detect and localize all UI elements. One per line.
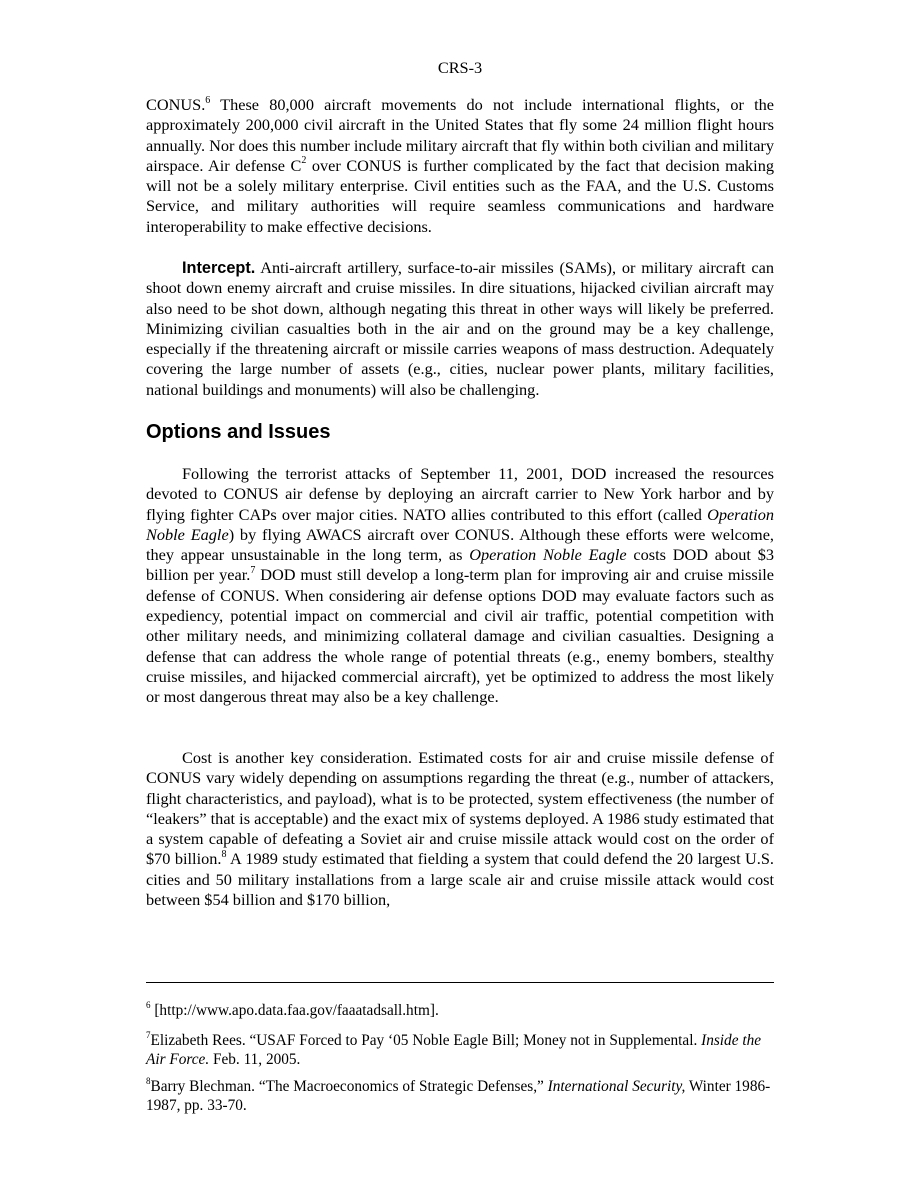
- footnote-divider: [146, 982, 774, 983]
- paragraph-text: Cost is another key consideration. Estimated costs for air and cruise missile defense of CONUS vary widely depending on assumptions regarding the threat (e.g., number of attackers, flight characteristics, and payload), what is to be protected, system effectiveness (the number of “leakers” that is acceptable) and the exact mix of systems deployed. A 1986 study estimated that a system capable of defeating a Soviet air and cruise missile attack would cost on the order of $70 billion.: [146, 748, 774, 869]
- paragraph-text: Anti-aircraft artillery, surface-to-air missiles (SAMs), or military aircraft can shoot down enemy aircraft and cruise missiles. In dire situations, hijacked civilian aircraft may also need to be shot down, although negating this threat in other ways will likely be preferred. Minimizing civilian casualties both in the air and on the ground may be a key challenge, especially if the threatening aircraft or missile carries weapons of mass destruction. Adequately covering the large number of assets (e.g., cities, nuclear power plants, military facilities, national buildings and monuments) will also be challenging.: [146, 258, 774, 399]
- paragraph-text: ) by flying AWACS aircraft over CONUS. Although these efforts were welcome, they appear unsustainable in the long term, as: [146, 524, 774, 565]
- paragraph-text: DOD must still develop a long-term plan for improving air and cruise missile defense of CONUS. When considering air defense options DOD may evaluate factors such as expediency, potential impact on commercial and civil air traffic, potential competition with other military needs, and minimizing collateral damage and civilian casualties. Designing a defense that can address the whole range of potential threats (e.g., enemy bombers, stealthy cruise missiles, and hijacked commercial aircraft), yet be optimized to address the most likely or most dangerous threat may also be a key challenge.: [146, 565, 774, 707]
- c2-superscript: 2: [301, 155, 307, 167]
- footnote-link-text[interactable]: [http://www.apo.data.faa.gov/faaatadsall.htm].: [150, 1002, 439, 1019]
- section-title: Options and Issues: [146, 421, 331, 443]
- footnote-text: Feb. 11, 2005.: [209, 1051, 301, 1068]
- footnote-italic-source: International Security,: [547, 1078, 686, 1095]
- paragraph-conus-traffic: [146, 95, 774, 237]
- paragraph-text: These 80,000 aircraft movements do not include international flights, or the approximately 200,000 civil aircraft in the United States that fly some 24 million flight hours annually. Nor does this number include military aircraft that fly within both civilian and military airspace. Air defense C: [146, 95, 774, 175]
- footnote-italic-source: Inside the Air Force.: [146, 1032, 762, 1068]
- paragraph-text: over CONUS is further complicated by the fact that decision making will not be a solely military enterprise. Civil entities such as the FAA, and the U.S. Customs Service, and military authorities will require seamless communications and hardware interoperability to make effective decisions.: [146, 155, 774, 236]
- paragraph-intercept: [146, 258, 774, 400]
- footnote-text: Elizabeth Rees. “USAF Forced to Pay ‘05 Noble Eagle Bill; Money not in Supplemental.: [150, 1032, 702, 1049]
- paragraph-text: costs DOD about $3 billion per year.: [146, 545, 774, 585]
- footnote-number: 6: [146, 999, 151, 1010]
- paragraph-cost: [146, 748, 774, 910]
- footnote-ref-6[interactable]: 6: [205, 94, 211, 106]
- footnote-6: [146, 1001, 774, 1020]
- section-heading: [146, 420, 774, 444]
- footnote-ref-7[interactable]: 7: [250, 565, 256, 577]
- footnote-number: 7: [146, 1029, 151, 1040]
- runin-heading-intercept: Intercept.: [182, 259, 256, 277]
- footnote-number: 8: [146, 1075, 151, 1086]
- lead-word: CONUS.: [146, 95, 206, 114]
- footnote-text: Winter 1986-1987, pp. 33-70.: [146, 1078, 771, 1114]
- footnote-8: [146, 1077, 774, 1115]
- paragraph-options: [146, 464, 774, 708]
- italic-operation-name: Operation Noble Eagle: [146, 504, 774, 544]
- footnote-text: Barry Blechman. “The Macroeconomics of Strategic Defenses,”: [150, 1078, 548, 1095]
- italic-operation-name: Operation Noble Eagle: [469, 545, 627, 565]
- page-header: CRS-3: [437, 58, 483, 77]
- paragraph-text: Following the terrorist attacks of September 11, 2001, DOD increased the resources devoted to CONUS air defense by deploying an aircraft carrier to New York harbor and by flying fighter CAPs over major cities. NATO allies contributed to this effort (called: [146, 464, 774, 524]
- footnote-7: [146, 1031, 774, 1069]
- paragraph-text: A 1989 study estimated that fielding a system that could defend the 20 largest U.S. cities and 50 military installations from a large scale air and cruise missile attack would cost between $54 billion and $170 billion,: [146, 849, 774, 910]
- footnote-ref-8[interactable]: 8: [221, 849, 227, 861]
